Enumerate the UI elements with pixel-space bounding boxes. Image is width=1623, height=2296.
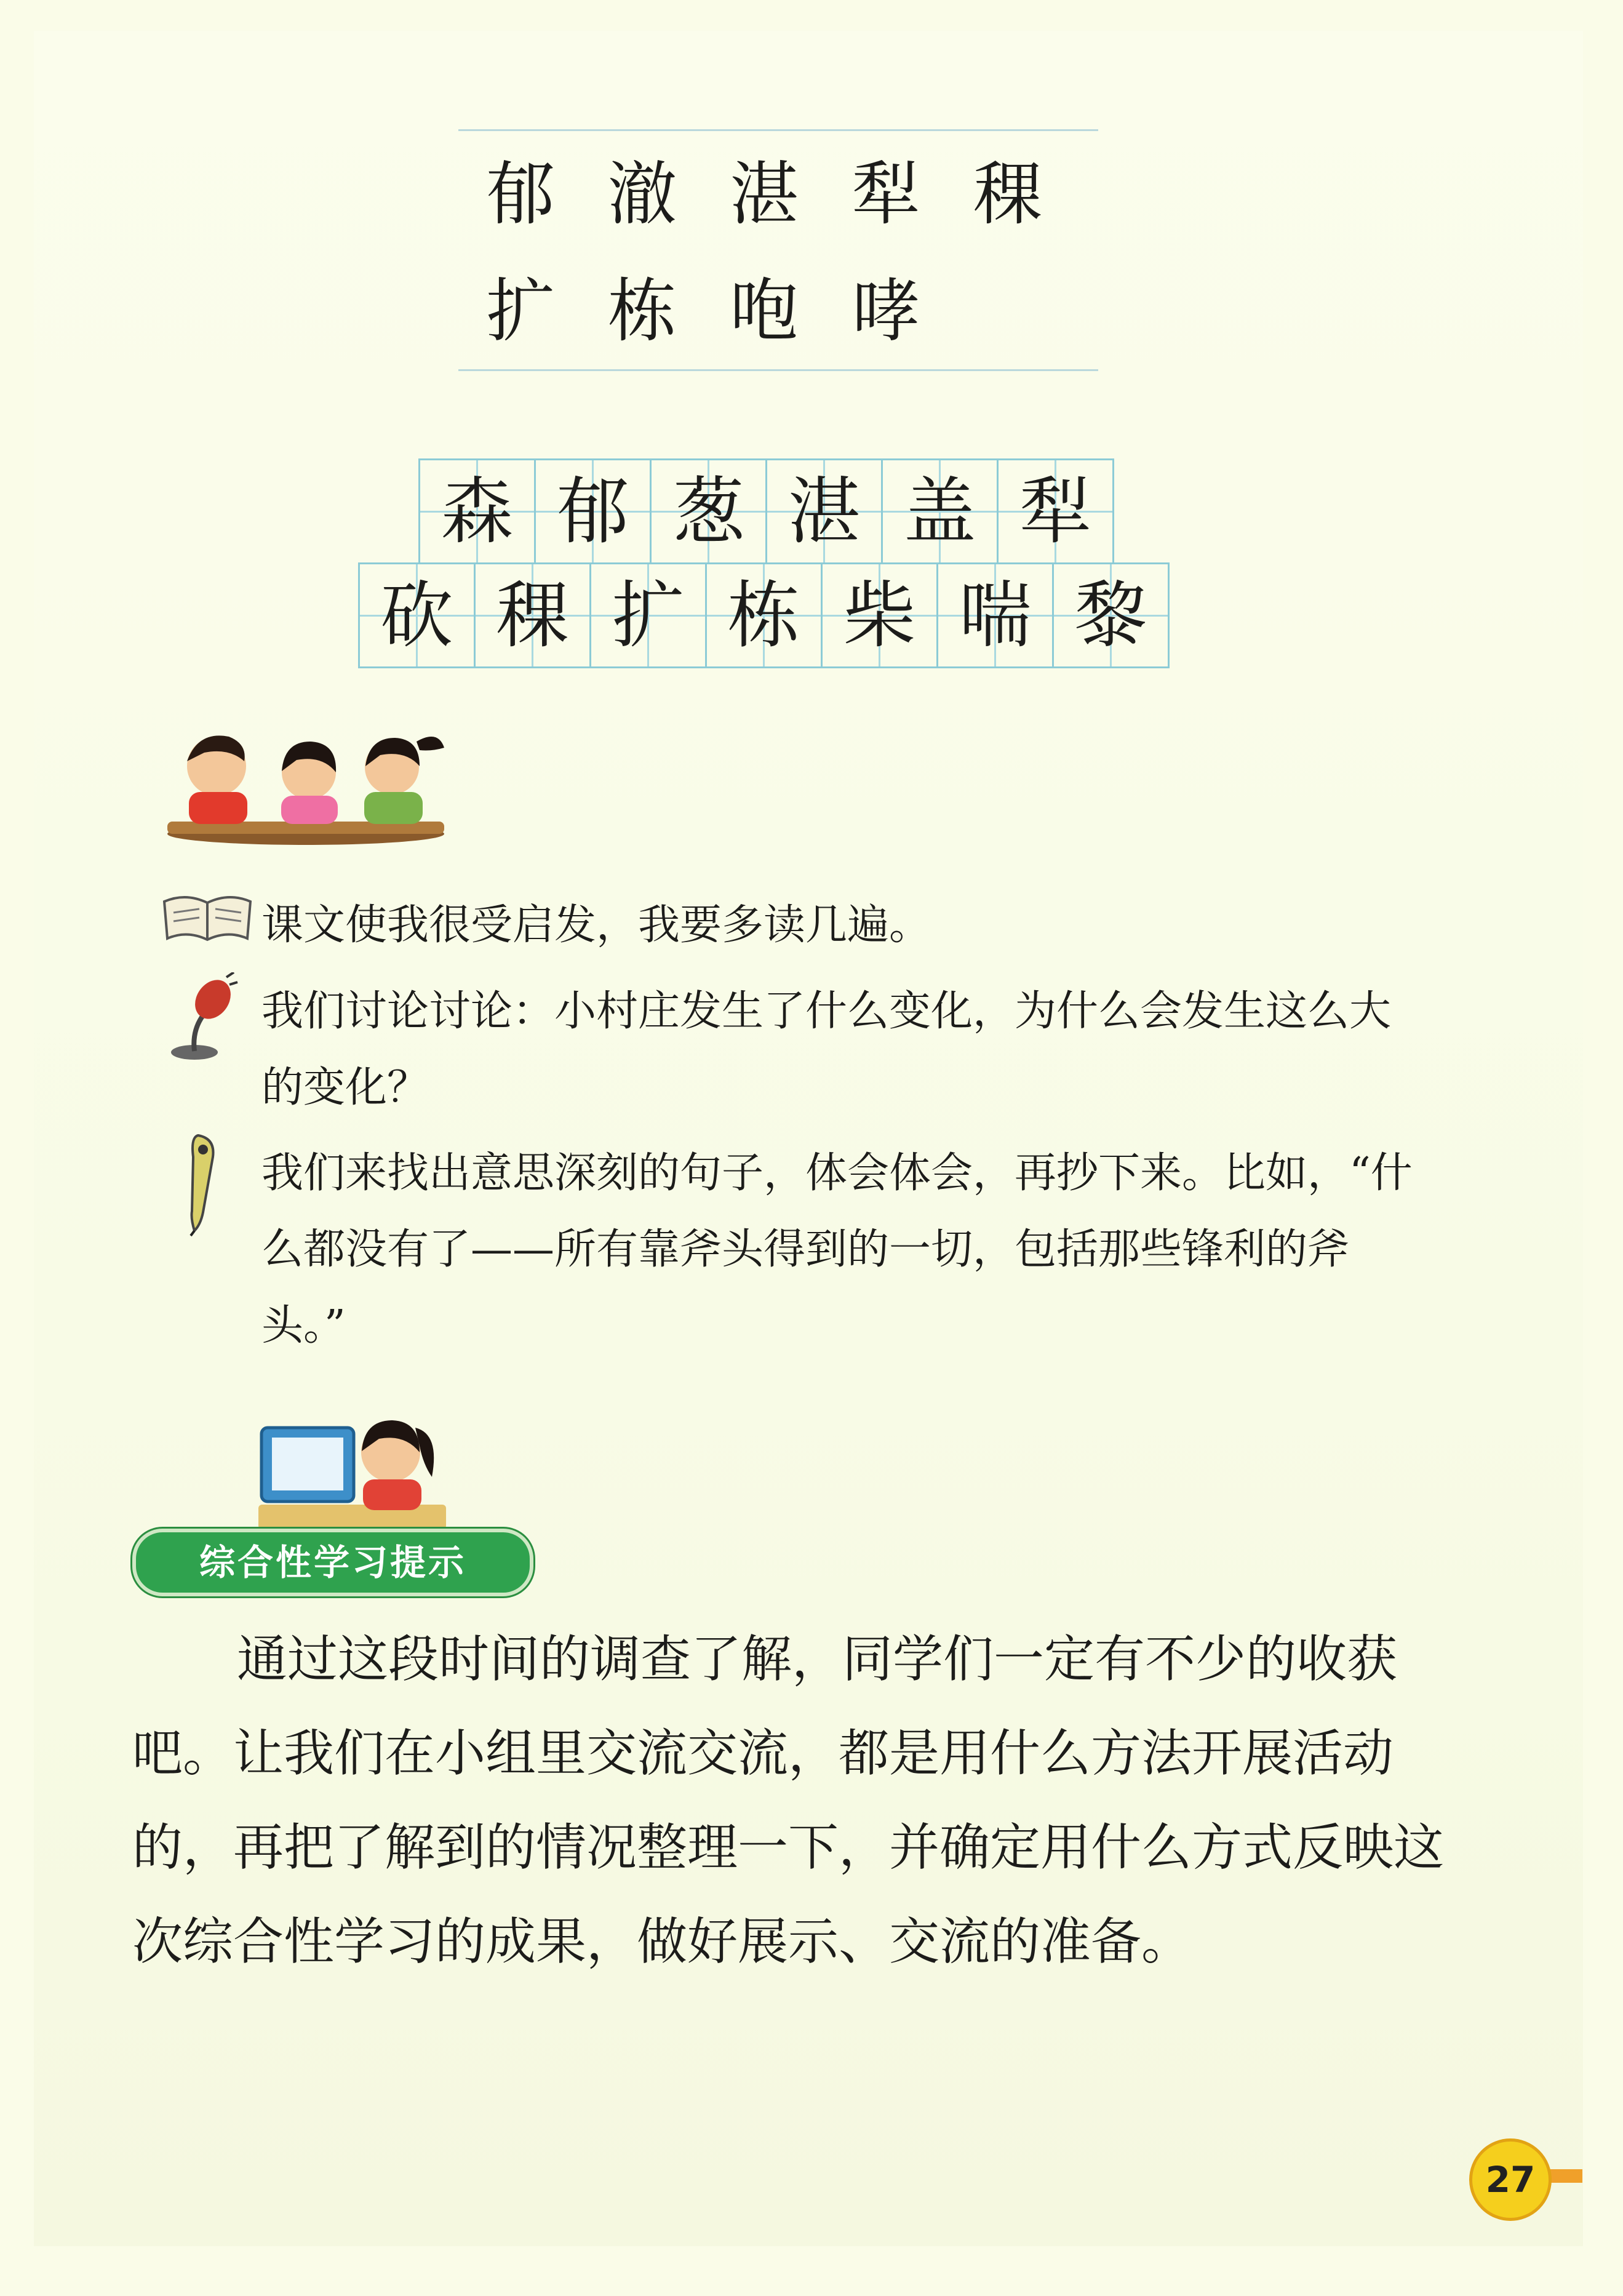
open-book-icon bbox=[161, 889, 253, 945]
section-paragraph: 通过这段时间的调查了解，同学们一定有不少的收获吧。让我们在小组里交流交流，都是用什么方法开展活动的，再把了解到的情况整理一下，并确定用什么方式反映这次综合性学习的成果，做好展示、交流的准备。 bbox=[132, 1630, 1445, 1971]
writing-cell: 犁 bbox=[997, 458, 1114, 564]
recognition-bottom-rule bbox=[458, 369, 1098, 371]
writing-cell: 湛 bbox=[765, 458, 883, 564]
writing-cell: 扩 bbox=[589, 562, 707, 668]
tip-read-again: 课文使我很受启发，我要多读几遍。 bbox=[261, 901, 931, 950]
writing-cell: 喘 bbox=[936, 562, 1054, 668]
writing-cell: 砍 bbox=[358, 562, 476, 668]
tip-copy-sentences: 我们来找出意思深刻的句子，体会体会，再抄下来。比如，“什么都没有了——所有靠斧头得到的一切，包括那些锋利的斧头。” bbox=[261, 1149, 1413, 1350]
writing-grid-row-1 bbox=[420, 458, 1114, 564]
tip-discuss: 我们讨论讨论：小村庄发生了什么变化，为什么会发生这么大的变化？ bbox=[261, 987, 1392, 1112]
recognition-row-1: 郁澈湛犁稞 bbox=[486, 154, 1095, 234]
writing-cell: 盖 bbox=[881, 458, 999, 564]
section-banner: 综合性学习提示 bbox=[132, 1529, 533, 1596]
writing-cell: 郁 bbox=[534, 458, 652, 564]
microphone-icon bbox=[165, 972, 239, 1065]
writing-cell: 栋 bbox=[705, 562, 823, 668]
writing-cell: 柴 bbox=[821, 562, 938, 668]
writing-cell: 葱 bbox=[650, 458, 767, 564]
recognition-top-rule bbox=[458, 129, 1098, 131]
writing-cell: 黎 bbox=[1052, 562, 1170, 668]
writing-grid-row-2 bbox=[360, 562, 1170, 668]
writing-cell: 稞 bbox=[474, 562, 591, 668]
recognition-row-2: 扩栋咆哮 bbox=[486, 271, 973, 351]
girl-at-computer-illustration bbox=[258, 1403, 449, 1532]
writing-cell: 森 bbox=[418, 458, 536, 564]
children-discussing-illustration bbox=[161, 723, 450, 846]
pen-icon bbox=[172, 1132, 228, 1237]
page-number: 27 bbox=[1469, 2138, 1552, 2221]
